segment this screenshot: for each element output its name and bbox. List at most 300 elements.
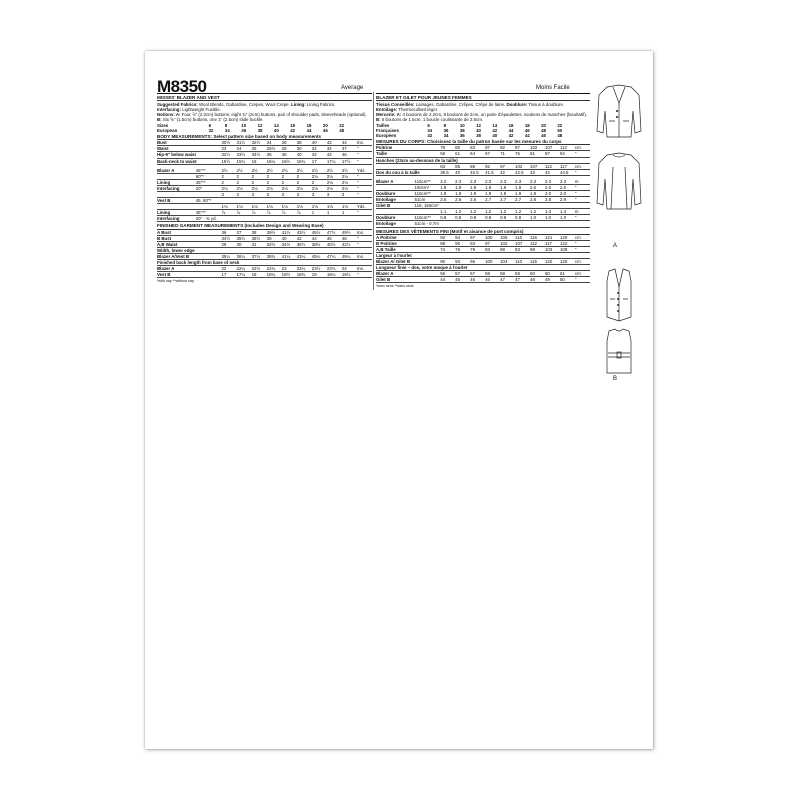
table-cell: Yds. [357, 204, 372, 210]
table-cell: 126 [560, 235, 575, 241]
table-cell: 117 [545, 240, 560, 246]
table-cell: 42 [290, 128, 296, 134]
row-label: Gilet B [376, 203, 415, 209]
row-label: European [157, 128, 178, 134]
yardage-table-fr [376, 179, 590, 228]
table-cell: 40 [312, 140, 327, 146]
table-cell: 93 [455, 259, 470, 265]
table-cell: 2.3 [530, 179, 545, 185]
table-cell: 61 [560, 271, 575, 277]
table-cell: 2⅛ [297, 185, 312, 191]
table-cell: 1⅛ [221, 204, 236, 210]
table-cell: 2.6 [440, 197, 455, 203]
table-cell: 2 [297, 179, 312, 185]
table-cell: 18½ [282, 272, 297, 278]
table-cell: 36½ [297, 241, 312, 247]
table-cell: 32 [312, 146, 327, 152]
garment-illustrations [589, 81, 649, 401]
table-cell: 38 [476, 133, 481, 139]
table-row [376, 169, 590, 175]
table-cell: 26½ [267, 146, 282, 152]
table-cell: 3 [252, 192, 267, 198]
row-unit: 45, 60"* [196, 198, 222, 204]
table-cell: 1 [342, 210, 357, 216]
table-cell: 71 [500, 151, 515, 157]
table-cell: 42 [297, 235, 312, 241]
table-cell: 48 [342, 235, 357, 241]
row-unit: 60"* [196, 173, 222, 179]
table-cell: 57 [455, 271, 470, 277]
table-cell: 2⅛ [342, 185, 357, 191]
row-label: Entoilage [376, 221, 415, 227]
table-cell: 44 [312, 235, 327, 241]
row-label: Hip-9" below waist [157, 152, 196, 158]
row-label: A,B Waist [157, 241, 196, 247]
table-cell: 2 [267, 179, 282, 185]
table-cell: 22 [221, 266, 236, 272]
table-cell: 23¼ [297, 266, 312, 272]
table-cell: 2⅛ [312, 173, 327, 179]
table-cell: 3 [221, 192, 236, 198]
table-cell: 22½ [252, 266, 267, 272]
table-cell: " [357, 210, 372, 216]
row-label: Entoilage [376, 197, 415, 203]
table-cell: 2⅛ [327, 185, 342, 191]
table-cell: 44 [545, 169, 560, 175]
french-column [373, 92, 590, 290]
row-label: Finished back length from base of neck [157, 260, 240, 266]
table-cell: 34 [443, 133, 449, 139]
row-label: Blazer A [376, 179, 415, 185]
table-cell [342, 216, 357, 222]
table-cell: 2.3 [515, 179, 530, 185]
table-cell: 48 [541, 128, 546, 134]
table-cell: " [575, 246, 590, 252]
table-cell: 92 [500, 145, 515, 151]
table-cell: 2⅛ [282, 185, 297, 191]
row-label: Doublure [376, 191, 415, 197]
table-cell: 103 [545, 246, 560, 252]
table-cell: 92 [440, 235, 455, 241]
finished-measurements-table-en [157, 230, 372, 279]
table-cell: 88 [440, 240, 455, 246]
table-cell: m [575, 209, 590, 215]
table-cell: 36 [241, 128, 247, 134]
table-cell: 1⅛ [237, 204, 252, 210]
table-cell: 2.3 [500, 179, 515, 185]
table-cell: 32½ [267, 241, 282, 247]
row-unit: 51cm - 0.7m [414, 221, 439, 227]
row-label: A,B Taille [376, 246, 415, 252]
table-cell: 100 [485, 259, 500, 265]
table-cell: 38 [252, 230, 267, 236]
table-cell: 2⅛ [327, 179, 342, 185]
table-cell: 38¾ [267, 253, 282, 259]
table-cell: 90 [455, 240, 470, 246]
table-cell: 33½ [237, 152, 252, 158]
row-label: Longueur finie – dos, votre moque à l'ourlet [376, 265, 468, 271]
table-cell: 14 [492, 122, 498, 128]
table-cell: 22¾ [267, 266, 282, 272]
table-cell: 1.9 [455, 191, 470, 197]
table-cell: 98 [530, 246, 545, 252]
row-label: Width, lower edge [157, 247, 195, 253]
body-measurements-table-en [157, 140, 372, 164]
table-cell: 29 [221, 241, 236, 247]
table-cell: 46 [322, 128, 328, 134]
table-cell: Yds. [357, 168, 372, 174]
table-cell: 1.2 [485, 209, 500, 215]
size-table-en [157, 123, 372, 133]
yardage-table-en [157, 168, 372, 223]
table-cell: 40 [492, 133, 498, 139]
table-cell: 1⅛ [312, 204, 327, 210]
table-cell: 39.5 [440, 169, 455, 175]
table-cell: 35¼ [221, 253, 236, 259]
table-cell: 32 [208, 128, 214, 134]
row-unit [196, 272, 222, 278]
table-cell: 2.2 [440, 179, 455, 185]
table-cell: 2 [297, 173, 312, 179]
table-cell: 2⅛ [342, 179, 357, 185]
table-cell: 38 [282, 152, 297, 158]
english-title: MISSES' BLAZER AND VEST [157, 93, 372, 101]
row-unit: 115cm** [415, 179, 441, 185]
table-cell: 58 [500, 271, 515, 277]
table-cell: 2½ [312, 168, 327, 174]
finished-measurements-title-en: FINISHED GARMENT MEASUREMENTS (Includes Design and Wearing Ease) [157, 223, 372, 229]
vest-illustration [607, 269, 631, 373]
view-a-label: A [613, 243, 618, 249]
table-cell: 18 [524, 122, 530, 128]
table-cell: 18 [306, 122, 312, 128]
table-cell: 49¼ [342, 253, 357, 259]
table-cell [455, 221, 470, 227]
table-cell: 37 [237, 230, 252, 236]
table-cell: 44 [342, 140, 357, 146]
table-cell [327, 216, 342, 222]
table-cell: 108 [560, 246, 575, 252]
table-cell: 36 [221, 230, 236, 236]
row-unit: 115cm** [415, 215, 441, 221]
table-cell [356, 128, 372, 133]
row-label: Vest B [157, 198, 196, 204]
row-unit: 115cm** [415, 191, 441, 197]
table-cell: 0.8 [485, 215, 500, 221]
table-cell: 40 [273, 128, 279, 134]
row-label: Françaises [376, 128, 399, 134]
table-cell: 32½ [221, 152, 236, 158]
table-cell: 74 [440, 246, 455, 252]
table-cell: 47½ [327, 230, 342, 236]
row-label: Européen [376, 133, 397, 139]
table-cell: 1.9 [470, 191, 485, 197]
table-cell: 87 [545, 151, 560, 157]
row-label: A Bust [157, 230, 196, 236]
table-cell: 42½ [342, 241, 357, 247]
table-cell: 57 [470, 271, 485, 277]
table-cell: 19½ [342, 272, 357, 278]
table-cell: 3 [297, 192, 312, 198]
table-cell: " [357, 158, 372, 164]
table-cell: 56 [440, 271, 455, 277]
notions-text-fr: Mercerie: A: 4 boutons de 2.2cm, 8 boutons de 2cm, un paire d'épaulettes, soutiens de manches (facultatif). B: 6 boutons de 1.5cm, 1 boucle coulissante de 2.5cm. [376, 112, 588, 123]
table-cell: 2.7 [515, 197, 530, 203]
table-cell [574, 133, 590, 138]
table-cell: 46 [342, 152, 357, 158]
table-cell: ⅞ [237, 210, 252, 216]
notions-text-en: Notions: A: Four ⅞" (2.2cm) buttons, eight ¾" (2cm) buttons, pair of shoulder pads, sleeveheads (optional). B: Six ⅝" (1.5cm) buttons, one 1" (2.5cm) slide buckle. [157, 112, 367, 123]
table-cell: 1.0 [560, 215, 575, 221]
table-cell: 18¼ [267, 272, 282, 278]
table-cell: 43½ [297, 230, 312, 236]
table-cell: 1.2 [530, 209, 545, 215]
table-cell: 19¼ [327, 272, 342, 278]
table-cell: 2.0 [560, 184, 575, 190]
table-cell: " [357, 192, 372, 198]
row-label: Tailles [376, 122, 390, 128]
blazer-illustration [597, 85, 641, 209]
row-label: Blazer A/ Gilet B [376, 259, 415, 265]
table-cell: 30 [237, 241, 252, 247]
table-cell: 1⅛ [297, 204, 312, 210]
table-cell: 35½ [237, 235, 252, 241]
difficulty-level-fr: Moins Facile [536, 85, 570, 91]
table-cell: 46 [485, 277, 500, 283]
table-cell: 1.9 [485, 184, 500, 190]
table-cell: 42 [492, 128, 498, 134]
table-cell: 97 [515, 145, 530, 151]
table-cell [297, 216, 312, 222]
table-cell: 94 [560, 151, 575, 157]
table-cell: 115 [530, 259, 545, 265]
table-cell: 2⅛ [267, 185, 282, 191]
table-cell: 2.0 [560, 191, 575, 197]
table-cell: 34 [327, 146, 342, 152]
table-cell: " [575, 191, 590, 197]
table-cell: 22 [339, 122, 345, 128]
table-cell: 2 [312, 179, 327, 185]
table-cell: 64 [470, 151, 485, 157]
table-cell: 110 [515, 235, 530, 241]
table-cell: " [357, 185, 372, 191]
table-cell: 88 [500, 246, 515, 252]
table-cell [515, 221, 530, 227]
size-table-fr [376, 123, 590, 138]
table-cell: Ins. [357, 266, 372, 272]
table-cell: 30 [297, 146, 312, 152]
table-cell [485, 221, 500, 227]
row-label: Blazer A [376, 271, 415, 277]
table-cell: 112 [560, 145, 575, 151]
table-cell: 10 [459, 122, 465, 128]
row-label: Gilet B [376, 277, 415, 283]
table-cell: 2⅛ [327, 173, 342, 179]
table-cell: 44 [306, 128, 312, 134]
table-cell: 2.8 [530, 197, 545, 203]
row-label: Lining [157, 179, 196, 185]
table-cell: 1.9 [500, 191, 515, 197]
table-cell: 44.5 [560, 169, 575, 175]
table-cell: 48 [530, 277, 545, 283]
table-cell: 30½ [221, 140, 236, 146]
table-cell: Ins. [357, 230, 372, 236]
table-cell: 41½ [282, 230, 297, 236]
table-cell: " [357, 173, 372, 179]
table-cell: 2 [282, 173, 297, 179]
table-cell: 79 [470, 246, 485, 252]
table-cell: 24 [342, 266, 357, 272]
row-label: B Poitrine [376, 240, 415, 246]
table-cell: 2.3 [470, 179, 485, 185]
table-cell: 61 [455, 151, 470, 157]
table-cell: 42 [312, 152, 327, 158]
table-cell: 48 [339, 128, 345, 134]
table-cell: 83 [485, 246, 500, 252]
row-unit [415, 277, 441, 283]
table-cell: 15½ [221, 158, 236, 164]
table-cell: 2.0 [545, 191, 560, 197]
table-cell: 1.0 [545, 215, 560, 221]
table-cell: 48 [557, 133, 563, 139]
body-measurements-table-fr [376, 145, 590, 175]
row-unit: 45"** [196, 168, 222, 174]
table-cell: 1.2 [500, 209, 515, 215]
table-cell: 2½ [237, 168, 252, 174]
table-cell: 2⅛ [221, 185, 236, 191]
table-cell: 25 [252, 146, 267, 152]
table-cell: 1.9 [485, 191, 500, 197]
table-cell: 34½ [252, 152, 267, 158]
table-cell: 40½ [327, 241, 342, 247]
table-cell: 38½ [312, 241, 327, 247]
table-cell: " [575, 184, 590, 190]
table-cell: 36 [267, 152, 282, 158]
table-cell [545, 221, 560, 227]
table-cell: 2.3 [455, 179, 470, 185]
footnote-en: *with nap **without nap [157, 279, 194, 284]
table-cell: Ins. [357, 140, 372, 146]
table-cell: 44 [508, 128, 514, 134]
table-cell: 1.2 [455, 209, 470, 215]
table-cell: 112 [545, 163, 560, 169]
table-cell: 92 [485, 163, 500, 169]
table-cell: cm [575, 163, 590, 169]
row-label: Largeur à l'ourlet [376, 252, 415, 258]
table-cell: 2 [237, 179, 252, 185]
table-cell: 2.3 [545, 179, 560, 185]
table-cell: 45½ [312, 230, 327, 236]
table-cell: 1.9 [440, 191, 455, 197]
table-cell: 42.5 [515, 169, 530, 175]
table-cell: 117 [560, 163, 575, 169]
table-cell: 1⅛ [252, 204, 267, 210]
table-cell: 38 [257, 128, 263, 134]
table-cell: 97 [500, 163, 515, 169]
table-cell: 76 [455, 246, 470, 252]
table-cell: 23 [282, 266, 297, 272]
table-cell: 43¼ [297, 253, 312, 259]
table-cell: " [357, 146, 372, 152]
row-label: Doublure [376, 215, 415, 221]
table-cell: 12 [257, 122, 263, 128]
table-cell: 102 [500, 240, 515, 246]
table-cell: 1.1 [440, 209, 455, 215]
table-cell: 2½ [221, 168, 236, 174]
footnote-fr: *avec sens **sans sens [376, 284, 414, 289]
table-cell [237, 216, 252, 222]
table-cell: " [357, 272, 372, 278]
table-cell: 97 [485, 240, 500, 246]
table-cell: 43 [530, 169, 545, 175]
table-cell: 24 [237, 146, 252, 152]
table-cell: 1⅛ [342, 204, 357, 210]
table-cell: 93 [515, 246, 530, 252]
table-cell: 20 [541, 122, 546, 128]
table-cell: 0.8 [440, 215, 455, 221]
table-cell: 2 [282, 179, 297, 185]
table-cell: " [357, 235, 372, 241]
table-cell: 1.9 [500, 184, 515, 190]
table-cell: ⅞ [267, 210, 282, 216]
table-cell: " [575, 240, 590, 246]
table-cell: 34½ [221, 235, 236, 241]
table-cell: 1.2 [470, 209, 485, 215]
row-unit: 45"** [196, 179, 222, 185]
table-cell: 36 [443, 128, 449, 134]
table-cell [440, 221, 455, 227]
table-cell: 2½ [282, 168, 297, 174]
row-label: Blazer A/Vest B [157, 253, 196, 259]
table-cell: " [575, 215, 590, 221]
table-cell: 58 [485, 271, 500, 277]
table-cell: 16 [252, 158, 267, 164]
table-cell: 3 [267, 192, 282, 198]
table-cell: 49 [545, 277, 560, 283]
table-cell: m [575, 179, 590, 185]
table-cell: 34½ [282, 241, 297, 247]
table-cell: 40 [455, 169, 470, 175]
table-cell: 8 [443, 122, 447, 128]
table-cell: 125 [560, 259, 575, 265]
table-cell: " [357, 241, 372, 247]
table-row [157, 272, 372, 278]
table-cell: 2 [252, 179, 267, 185]
table-cell: 107 [530, 163, 545, 169]
table-cell: 17½ [342, 158, 357, 164]
table-cell: 36 [282, 140, 297, 146]
table-cell: 36 [459, 133, 465, 139]
table-cell: 46 [470, 277, 485, 283]
table-cell: 88 [470, 163, 485, 169]
table-cell: 50 [557, 128, 563, 134]
row-label: Interfacing [157, 185, 196, 191]
table-cell: 81 [530, 151, 545, 157]
table-cell [252, 216, 267, 222]
table-cell: 0.8 [470, 215, 485, 221]
row-label: Back-neck to waist [157, 158, 197, 164]
table-cell: 32½ [252, 140, 267, 146]
table-cell: 2 [267, 173, 282, 179]
table-cell: 2⅛ [237, 185, 252, 191]
table-cell: 122 [560, 240, 575, 246]
table-cell: ⅞ [297, 210, 312, 216]
table-cell: 18¾ [297, 272, 312, 278]
table-cell: 22¼ [237, 266, 252, 272]
table-cell: 45 [455, 277, 470, 283]
table-row [157, 216, 372, 222]
table-cell: " [357, 152, 372, 158]
